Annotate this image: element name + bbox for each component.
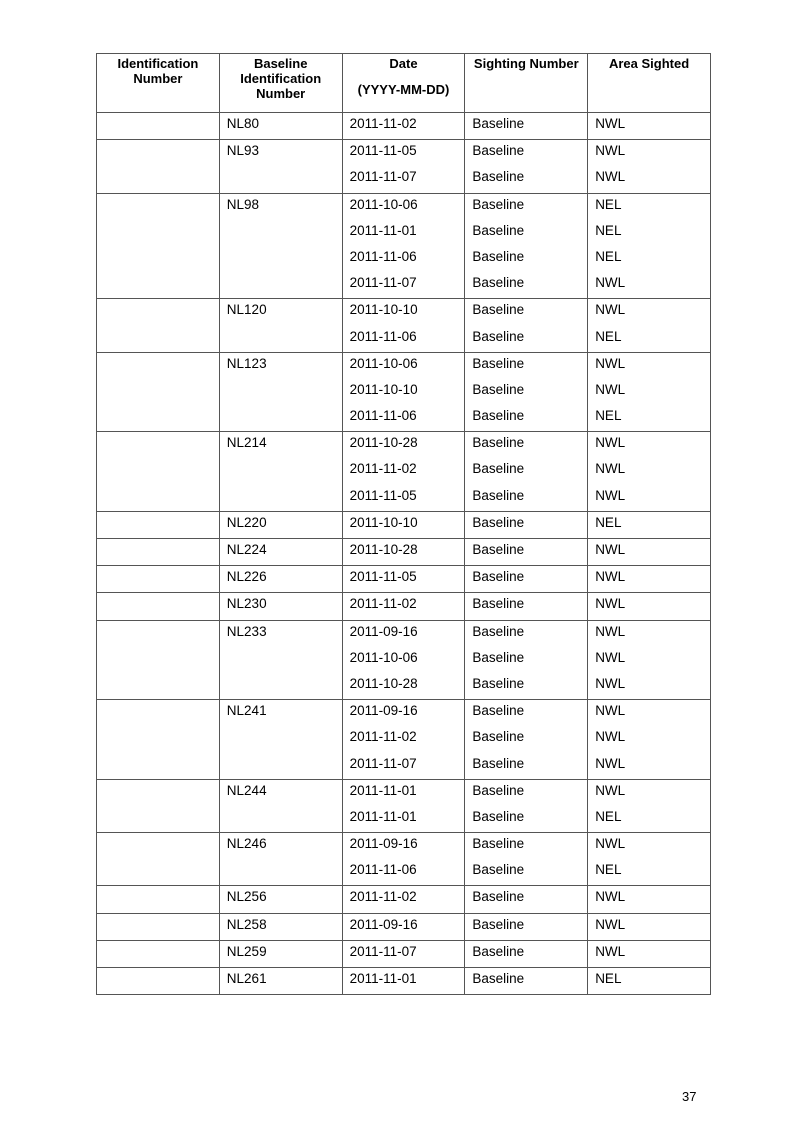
identification-number-cell (97, 779, 220, 832)
date-cell (342, 352, 465, 432)
sighting-number-cell (465, 779, 588, 832)
area-value: NWL (595, 623, 626, 639)
date-value: 2011-10-06 (349, 355, 418, 371)
baseline-id-cell (219, 299, 342, 352)
identification-number-cell (97, 113, 220, 140)
date-cell (342, 968, 465, 995)
sighting-number-cell (465, 620, 588, 700)
area-value: NWL (595, 461, 626, 477)
area-value: NWL (595, 649, 626, 665)
sighting-value: Baseline (472, 514, 525, 530)
area-sighted-cell (588, 352, 711, 432)
area-sighted-cell (588, 140, 711, 193)
date-value: 2011-09-16 (349, 916, 418, 932)
identification-number-cell (97, 352, 220, 432)
baseline-id-cell (219, 511, 342, 538)
date-value: 2011-11-06 (349, 862, 417, 878)
area-sighted-cell (588, 113, 711, 140)
area-value: NWL (595, 596, 626, 612)
baseline-id-cell (219, 968, 342, 995)
sighting-number-cell (465, 539, 588, 566)
date-value: 2011-11-01 (349, 222, 417, 238)
sighting-value: Baseline (472, 248, 525, 264)
identification-number-cell (97, 940, 220, 967)
table-row (97, 511, 711, 538)
sighting-number-cell (465, 940, 588, 967)
sighting-value: Baseline (472, 623, 525, 639)
identification-number-cell (97, 193, 220, 299)
baseline-id: NL224 (226, 542, 267, 557)
baseline-id: NL241 (226, 703, 267, 719)
date-value: 2011-11-06 (349, 408, 417, 424)
date-cell (342, 511, 465, 538)
identification-number-cell (97, 833, 220, 886)
date-value: 2011-10-10 (349, 514, 418, 530)
table-row (97, 913, 711, 940)
area-sighted-cell (588, 779, 711, 832)
identification-number-cell (97, 299, 220, 352)
area-value: NWL (595, 943, 626, 959)
sighting-value: Baseline (472, 222, 525, 238)
sighting-value: Baseline (472, 943, 525, 959)
date-cell (342, 779, 465, 832)
area-value: NWL (595, 487, 626, 503)
header-identification-number: Identification Number (97, 54, 220, 113)
sighting-value: Baseline (472, 596, 525, 612)
sighting-value: Baseline (472, 169, 525, 185)
baseline-id-cell (219, 539, 342, 566)
sighting-value: Baseline (472, 116, 525, 131)
area-sighted-cell (588, 193, 711, 299)
baseline-id: NL259 (226, 943, 267, 959)
area-value: NWL (595, 569, 626, 585)
sighting-value: Baseline (472, 916, 525, 932)
table-row (97, 539, 711, 566)
table-row (97, 620, 711, 700)
area-value: NWL (595, 302, 626, 318)
date-value: 2011-10-06 (349, 196, 418, 212)
table-row (97, 700, 711, 780)
sighting-value: Baseline (472, 302, 525, 318)
sighting-number-cell (465, 511, 588, 538)
area-sighted-cell (588, 833, 711, 886)
sighting-number-cell (465, 193, 588, 299)
sighting-number-cell (465, 700, 588, 780)
area-value: NWL (595, 703, 626, 719)
area-sighted-cell (588, 968, 711, 995)
sighting-number-cell (465, 566, 588, 593)
date-cell (342, 299, 465, 352)
sighting-number-cell (465, 113, 588, 140)
date-cell (342, 886, 465, 913)
date-value: 2011-09-16 (349, 836, 418, 852)
area-value: NEL (595, 248, 622, 264)
sighting-value: Baseline (472, 703, 525, 719)
table-row (97, 299, 711, 352)
date-value: 2011-11-06 (349, 248, 417, 264)
area-value: NWL (595, 782, 626, 798)
date-value: 2011-11-01 (349, 782, 417, 798)
baseline-id: NL226 (226, 569, 267, 585)
sighting-value: Baseline (472, 435, 525, 451)
table-row (97, 779, 711, 832)
baseline-id-cell (219, 886, 342, 913)
area-sighted-cell (588, 620, 711, 700)
area-sighted-cell (588, 593, 711, 620)
baseline-id-cell (219, 432, 342, 512)
area-value: NWL (595, 889, 626, 905)
baseline-id: NL244 (226, 782, 267, 798)
area-value: NEL (595, 328, 622, 344)
area-value: NWL (595, 755, 626, 771)
sighting-number-cell (465, 432, 588, 512)
table-row (97, 193, 711, 299)
baseline-id: NL214 (226, 435, 267, 451)
sighting-value: Baseline (472, 569, 525, 585)
baseline-id: NL220 (226, 514, 267, 530)
date-cell (342, 539, 465, 566)
sighting-value: Baseline (472, 381, 525, 397)
sightings-table (96, 53, 711, 995)
sighting-number-cell (465, 968, 588, 995)
area-value: NWL (595, 675, 626, 691)
area-value: NEL (595, 222, 622, 238)
area-value: NEL (595, 196, 622, 212)
table-row (97, 140, 711, 193)
area-value: NWL (595, 355, 626, 371)
identification-number-cell (97, 886, 220, 913)
date-value: 2011-10-10 (349, 381, 418, 397)
baseline-id-cell (219, 620, 342, 700)
area-sighted-cell (588, 539, 711, 566)
sighting-value: Baseline (472, 275, 525, 291)
sighting-value: Baseline (472, 729, 525, 745)
date-cell (342, 913, 465, 940)
header-date (342, 54, 465, 113)
sighting-number-cell (465, 140, 588, 193)
area-value: NWL (595, 916, 626, 932)
date-value: 2011-11-05 (349, 487, 417, 503)
area-value: NEL (595, 808, 622, 824)
baseline-id: NL258 (226, 916, 267, 932)
baseline-id-cell (219, 700, 342, 780)
sighting-value: Baseline (472, 196, 525, 212)
area-sighted-cell (588, 299, 711, 352)
area-sighted-cell (588, 940, 711, 967)
table-header (97, 54, 711, 113)
date-value: 2011-11-02 (349, 889, 417, 905)
table-row (97, 113, 711, 140)
baseline-id: NL233 (226, 623, 267, 639)
sighting-value: Baseline (472, 836, 525, 852)
identification-number-cell (97, 566, 220, 593)
baseline-id-cell (219, 140, 342, 193)
table-row (97, 352, 711, 432)
header-date-label: Date (389, 56, 418, 71)
table-row (97, 833, 711, 886)
date-cell (342, 593, 465, 620)
identification-number-cell (97, 539, 220, 566)
area-value: NWL (595, 169, 626, 185)
identification-number-cell (97, 620, 220, 700)
area-value: NWL (595, 542, 626, 557)
baseline-id: NL80 (226, 116, 260, 131)
sighting-number-cell (465, 833, 588, 886)
area-value: NWL (595, 143, 626, 159)
date-value: 2011-11-07 (349, 169, 417, 185)
baseline-id-cell (219, 779, 342, 832)
table-row (97, 940, 711, 967)
date-value: 2011-10-28 (349, 675, 418, 691)
date-value: 2011-10-10 (349, 302, 418, 318)
area-sighted-cell (588, 700, 711, 780)
sighting-value: Baseline (472, 808, 525, 824)
sighting-value: Baseline (472, 487, 525, 503)
baseline-id: NL261 (226, 971, 267, 986)
identification-number-cell (97, 913, 220, 940)
date-value: 2011-11-02 (349, 461, 417, 477)
identification-number-cell (97, 593, 220, 620)
date-cell (342, 113, 465, 140)
date-value: 2011-10-06 (349, 649, 418, 665)
sighting-value: Baseline (472, 782, 525, 798)
date-value: 2011-11-01 (349, 971, 417, 986)
identification-number-cell (97, 140, 220, 193)
area-sighted-cell (588, 511, 711, 538)
date-cell (342, 940, 465, 967)
header-sighting-number: Sighting Number (465, 54, 588, 113)
sighting-number-cell (465, 913, 588, 940)
date-cell (342, 140, 465, 193)
date-value: 2011-11-02 (349, 729, 417, 745)
date-cell (342, 700, 465, 780)
baseline-id-cell (219, 566, 342, 593)
baseline-id: NL93 (226, 143, 260, 159)
sighting-number-cell (465, 886, 588, 913)
baseline-id-cell (219, 913, 342, 940)
sighting-number-cell (465, 299, 588, 352)
baseline-id: NL98 (226, 196, 260, 212)
sighting-value: Baseline (472, 755, 525, 771)
area-value: NWL (595, 116, 626, 131)
sighting-number-cell (465, 593, 588, 620)
date-value: 2011-10-28 (349, 542, 418, 557)
area-value: NWL (595, 729, 626, 745)
identification-number-cell (97, 432, 220, 512)
sighting-value: Baseline (472, 649, 525, 665)
baseline-id: NL246 (226, 836, 267, 852)
area-value: NEL (595, 408, 622, 424)
sighting-value: Baseline (472, 143, 525, 159)
date-cell (342, 432, 465, 512)
baseline-id-cell (219, 940, 342, 967)
baseline-id: NL120 (226, 302, 267, 318)
area-value: NEL (595, 514, 622, 530)
baseline-id-cell (219, 193, 342, 299)
baseline-id: NL256 (226, 889, 267, 905)
baseline-id: NL230 (226, 596, 267, 612)
sighting-value: Baseline (472, 862, 525, 878)
area-value: NWL (595, 275, 626, 291)
area-value: NEL (595, 862, 622, 878)
area-sighted-cell (588, 886, 711, 913)
sighting-value: Baseline (472, 408, 525, 424)
date-value: 2011-11-05 (349, 143, 417, 159)
baseline-id-cell (219, 593, 342, 620)
area-sighted-cell (588, 566, 711, 593)
area-sighted-cell (588, 913, 711, 940)
date-value: 2011-11-07 (349, 943, 417, 959)
date-value: 2011-10-28 (349, 435, 418, 451)
table-row (97, 432, 711, 512)
identification-number-cell (97, 511, 220, 538)
date-value: 2011-11-07 (349, 275, 417, 291)
area-value: NWL (595, 435, 626, 451)
date-value: 2011-11-06 (349, 328, 417, 344)
date-value: 2011-11-02 (349, 596, 417, 612)
date-value: 2011-09-16 (349, 623, 418, 639)
baseline-id-cell (219, 352, 342, 432)
date-value: 2011-11-01 (349, 808, 417, 824)
sighting-value: Baseline (472, 355, 525, 371)
baseline-id-cell (219, 833, 342, 886)
table-row (97, 886, 711, 913)
date-value: 2011-11-02 (349, 116, 417, 131)
sighting-value: Baseline (472, 461, 525, 477)
date-value: 2011-11-07 (349, 755, 417, 771)
date-value: 2011-09-16 (349, 703, 418, 719)
date-cell (342, 193, 465, 299)
date-cell (342, 833, 465, 886)
sighting-value: Baseline (472, 328, 525, 344)
date-cell (342, 620, 465, 700)
identification-number-cell (97, 700, 220, 780)
date-value: 2011-11-05 (349, 569, 417, 585)
page-number: 37 (682, 1089, 697, 1104)
table-row (97, 968, 711, 995)
baseline-id: NL123 (226, 355, 267, 371)
sighting-value: Baseline (472, 675, 525, 691)
table-row (97, 593, 711, 620)
sighting-value: Baseline (472, 971, 525, 986)
area-value: NEL (595, 971, 622, 986)
area-value: NWL (595, 836, 626, 852)
area-value: NWL (595, 381, 626, 397)
sighting-value: Baseline (472, 889, 525, 905)
sighting-number-cell (465, 352, 588, 432)
header-area-sighted: Area Sighted (588, 54, 711, 113)
table-row (97, 566, 711, 593)
sighting-value: Baseline (472, 542, 525, 557)
baseline-id-cell (219, 113, 342, 140)
date-cell (342, 566, 465, 593)
identification-number-cell (97, 968, 220, 995)
table-body (97, 113, 711, 995)
area-sighted-cell (588, 432, 711, 512)
header-date-format: (YYYY-MM-DD) (357, 82, 450, 97)
header-baseline-identification-number: Baseline Identification Number (219, 54, 342, 113)
